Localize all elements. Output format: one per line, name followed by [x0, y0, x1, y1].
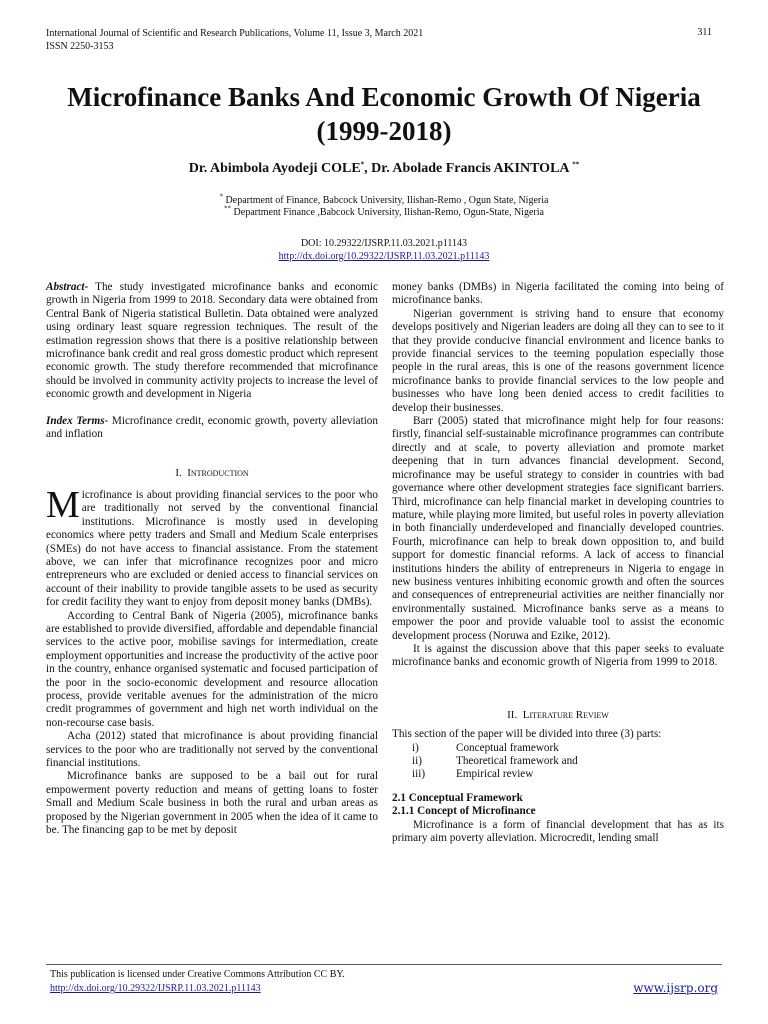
affiliation-2-text: Department Finance ,Babcock University, Ilishan-Remo, Ogun-State, Nigeria [233, 207, 544, 218]
lit-paragraph-2: Microfinance is a form of financial development that has as its primary aim poverty alleviation. Microcredit, lending small [392, 818, 724, 845]
title-line-2: (1999-2018) [316, 116, 452, 146]
section-number: II. [507, 708, 518, 721]
parts-list [392, 742, 724, 782]
abstract-label: Abstract- [46, 281, 89, 293]
intro-paragraph-2: According to Central Bank of Nigeria (2005), microfinance banks are established to provide diversified, affordable and dependable financial services to the active poor, mobilise savings for intermediation, create employment opportunities and increase the productivity of the active poor in the country, enhance organised systematic and focused participation of the poor in the socio-economic development and resource allocation process, provide veritable avenues for the administration of the micro credit programmes of government and high net worth individual on the non-recourse case basis. [46, 609, 378, 729]
list-item [392, 742, 724, 755]
footer-rule [46, 964, 722, 965]
affiliation-1-mark: * [219, 192, 224, 201]
intro-paragraph-3: Acha (2012) stated that microfinance is about providing financial services to the poor who are traditionally not served by the conventional financial institutions. [46, 730, 378, 769]
paper-title [40, 80, 728, 148]
index-terms-label: Index Terms [46, 414, 105, 427]
footer [50, 968, 345, 996]
section-title: Introduction [187, 467, 249, 480]
intro-paragraph-4: Microfinance banks are supposed to be a bail out for rural empowerment poverty reduction and means of getting loans to foster Small and Medium Scale business in both the rural and urban areas as proposed by the Nigerian government in 2005 when the idea of it came to be. The financing gap to be met by deposit [46, 770, 378, 837]
intro-paragraph-7: Barr (2005) stated that microfinance might help for four reasons: firstly, financial self-sustainable microfinance programmes can contribute directly and at scale, to poverty alleviation and promote market deepening that in turn advances financial development. Second, microfinance may be useful strategy to consider in countries with bad governance where other development strategies face significant barriers. Third, microfinance can help financial market in developing countries to mature, while playing more limited, but useful roles in poverty alleviation in both financially underdeveloped and financially developed countries. Fourth, microfinance can help to break down opposition to, and build support for domestic financial reforms. A lack of access to financial institutions hinders the ability of entrepreneurs in Nigeria to engage in new business ventures inhibiting economic growth and often the sources and consequences of entrepreneurial activities are neither financially nor environmentally sustained. Microfinance banks serve as a means to empower the poor and provide valuable tool to assist the economic development process (Noruwa and Ezike, 2012). [392, 415, 724, 642]
license-text: This publication is licensed under Creative Commons Attribution CC BY. [50, 969, 345, 980]
lit-paragraph-1: This section of the paper will be divided into three (3) parts: [392, 728, 662, 741]
affiliation-2-mark: ** [224, 204, 232, 213]
abstract [46, 281, 378, 402]
affiliation-2 [40, 204, 728, 219]
doi-label: DOI: 10.29322/IJSRP.11.03.2021.p11143 [300, 238, 468, 249]
list-item [392, 768, 724, 781]
index-terms [46, 415, 378, 442]
doi-link[interactable]: http://dx.doi.org/10.29322/IJSRP.11.03.2021.p11143 [278, 251, 490, 262]
section-heading-literature-review [392, 709, 724, 722]
section-number: I. [175, 467, 182, 480]
website-link[interactable]: www.ijsrp.org [633, 981, 718, 995]
list-item-text: Empirical review [456, 768, 534, 781]
affiliation-1 [40, 192, 728, 207]
intro-paragraph-5: money banks (DMBs) in Nigeria facilitated the coming into being of microfinance banks. [392, 281, 724, 307]
drop-cap: M [46, 483, 80, 526]
issn: ISSN 2250-3153 [46, 41, 114, 52]
list-item-text: Theoretical framework and [456, 755, 578, 767]
intro-paragraph-6: Nigerian government is striving hand to ensure that economy develops positively and Nigerian leaders are doing all they can to see to it that they provide conducive financial environment and licence banks to provide financial services to the teeming population especially those people in the rural areas, this is one of the reasons government licence microfinance banks to provide financial services to the low people and businesses who have long been denied access to credit facilities to develop their businesses. [392, 307, 724, 414]
doi-block [40, 237, 728, 263]
subsection-heading: 2.1 Conceptual Framework [392, 791, 523, 804]
journal-name: International Journal of Scientific and Research Publications, Volume 11, Issue 3, March 2021 [46, 28, 424, 39]
list-item [392, 755, 724, 768]
author-1-mark: * [360, 160, 365, 169]
author-2-mark: ** [572, 160, 580, 169]
section-heading-introduction [46, 467, 378, 480]
affiliation-1-text: Department of Finance, Babcock University, Ilishan-Remo , Ogun State, Nigeria [225, 195, 549, 206]
subsubsection-heading: 2.1.1 Concept of Microfinance [392, 805, 536, 818]
list-item-text: Conceptual framework [456, 741, 559, 754]
left-column [46, 281, 378, 837]
list-item-number: i) [412, 741, 419, 754]
author-separator: , [364, 161, 372, 176]
page-number: 311 [697, 27, 712, 38]
list-item-number: ii) [412, 755, 422, 767]
author-1: Dr. Abimbola Ayodeji COLE [188, 161, 361, 176]
footer-doi-link[interactable]: http://dx.doi.org/10.29322/IJSRP.11.03.2021.p11143 [50, 983, 261, 994]
abstract-text: The study investigated microfinance banks and economic growth in Nigeria from 1999 to 2018. Secondary data were obtained from Central Bank of Nigeria statistical Bulletin. Data obtained were analyzed using ordinary least square regression techniques. The result of the estimation regression shows that there is a positive relationship between microfinance bank credit and real gross domestic product which represent economic growth. The study therefore recommended that microfinance should be involved in community activity projects to increase the level of economic growth and development in Nigeria [46, 281, 378, 401]
section-title: Literature Review [522, 708, 609, 721]
right-column [392, 281, 724, 845]
index-terms-text: - Microfinance credit, economic growth, poverty alleviation and inflation [46, 414, 378, 441]
title-line-1: Microfinance Banks And Economic Growth Of Nigeria [67, 82, 701, 112]
intro-paragraph-8: It is against the discussion above that this paper seeks to evaluate microfinance banks and economic growth of Nigeria from 1999 to 2018. [392, 642, 724, 669]
intro-paragraph-1 [46, 483, 378, 610]
running-header [46, 27, 423, 53]
author-2: Dr. Abolade Francis AKINTOLA [371, 161, 569, 176]
list-item-number: iii) [412, 768, 426, 781]
authors [40, 161, 728, 177]
intro-paragraph-1-text: icrofinance is about providing financial services to the poor who are traditionally not served by the conventional financial institutions. Microfinance is mostly used in developing economics where petty traders and Small and Medium Scale enterprises (SMEs) do not have access to financial assistance. From the statement above, we can infer that microfinance recognizes poor and micro entrepreneurs who are excluded or denied access to financial services on account of their inability to provide tangible assets to be used as security for credit facility they want to enjoy from deposit money banks (DMBs). [46, 488, 378, 609]
affiliations [40, 192, 728, 219]
